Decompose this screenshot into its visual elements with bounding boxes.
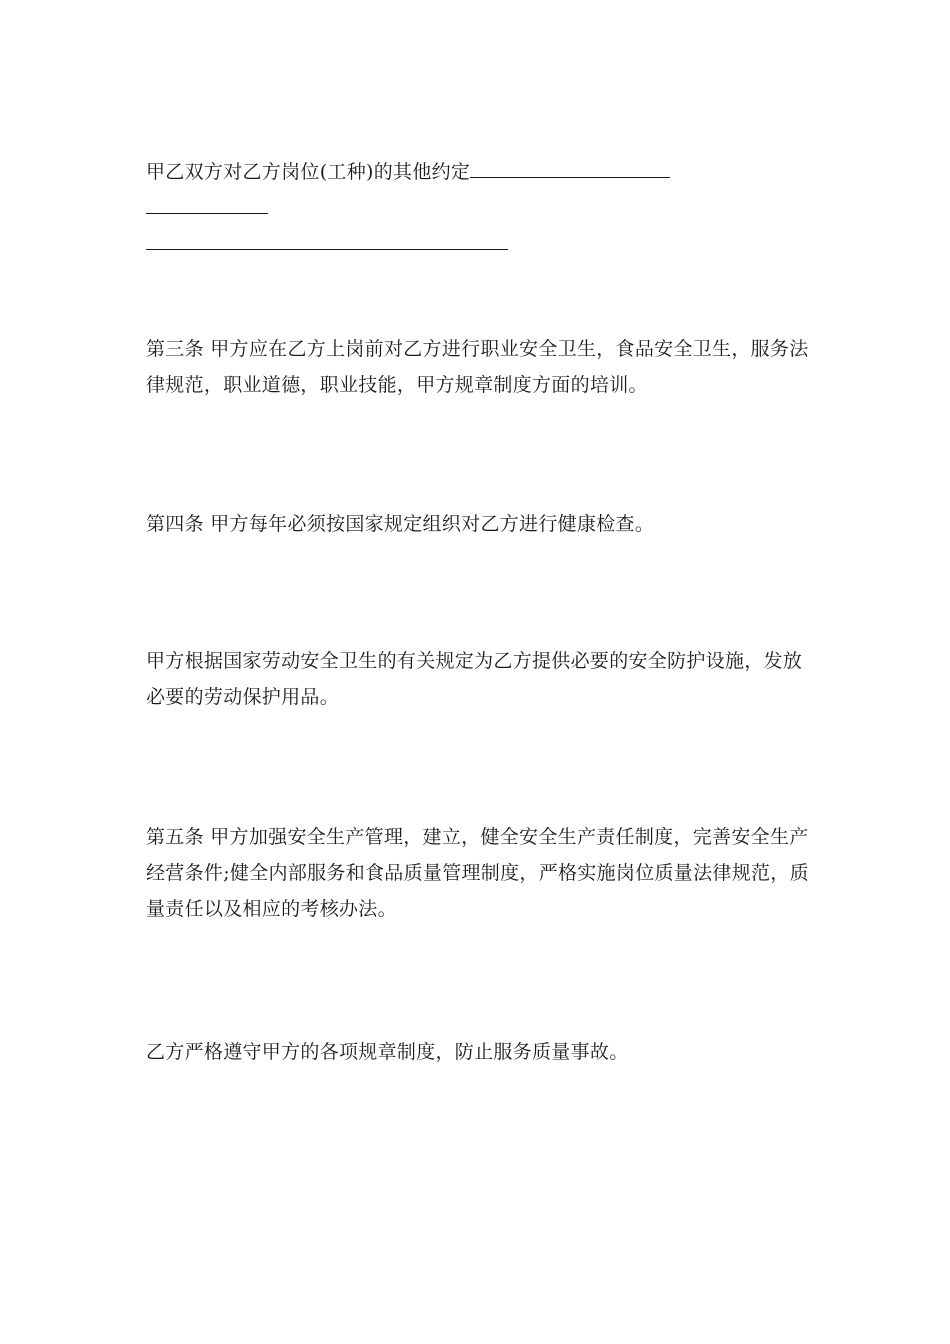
article-5-paragraph: 第五条 甲方加强安全生产管理，建立，健全安全生产责任制度，完善安全生产经营条件;健全内部服务和食品质量管理制度，严格实施岗位质量法律规范，质量责任以及相应的考核办法。: [146, 826, 809, 920]
fill-in-blank-2[interactable]: [146, 193, 268, 214]
other-agreement-paragraph: [146, 154, 810, 262]
party-b-compliance-paragraph: 乙方严格遵守甲方的各项规章制度，防止服务质量事故。: [146, 1041, 629, 1063]
article-3-paragraph: 第三条 甲方应在乙方上岗前对乙方进行职业安全卫生，食品安全卫生，服务法律规范，职业道德，职业技能，甲方规章制度方面的培训。: [146, 338, 809, 396]
fill-in-blank-3[interactable]: [146, 229, 508, 250]
article-4-paragraph: 第四条 甲方每年必须按国家规定组织对乙方进行健康检查。: [146, 513, 655, 535]
safety-facilities-paragraph: 甲方根据国家劳动安全卫生的有关规定为乙方提供必要的安全防护设施，发放必要的劳动保护用品。: [146, 650, 803, 708]
other-agreement-text: 甲乙双方对乙方岗位(工种)的其他约定: [146, 161, 471, 183]
fill-in-blank-1[interactable]: [470, 157, 670, 178]
